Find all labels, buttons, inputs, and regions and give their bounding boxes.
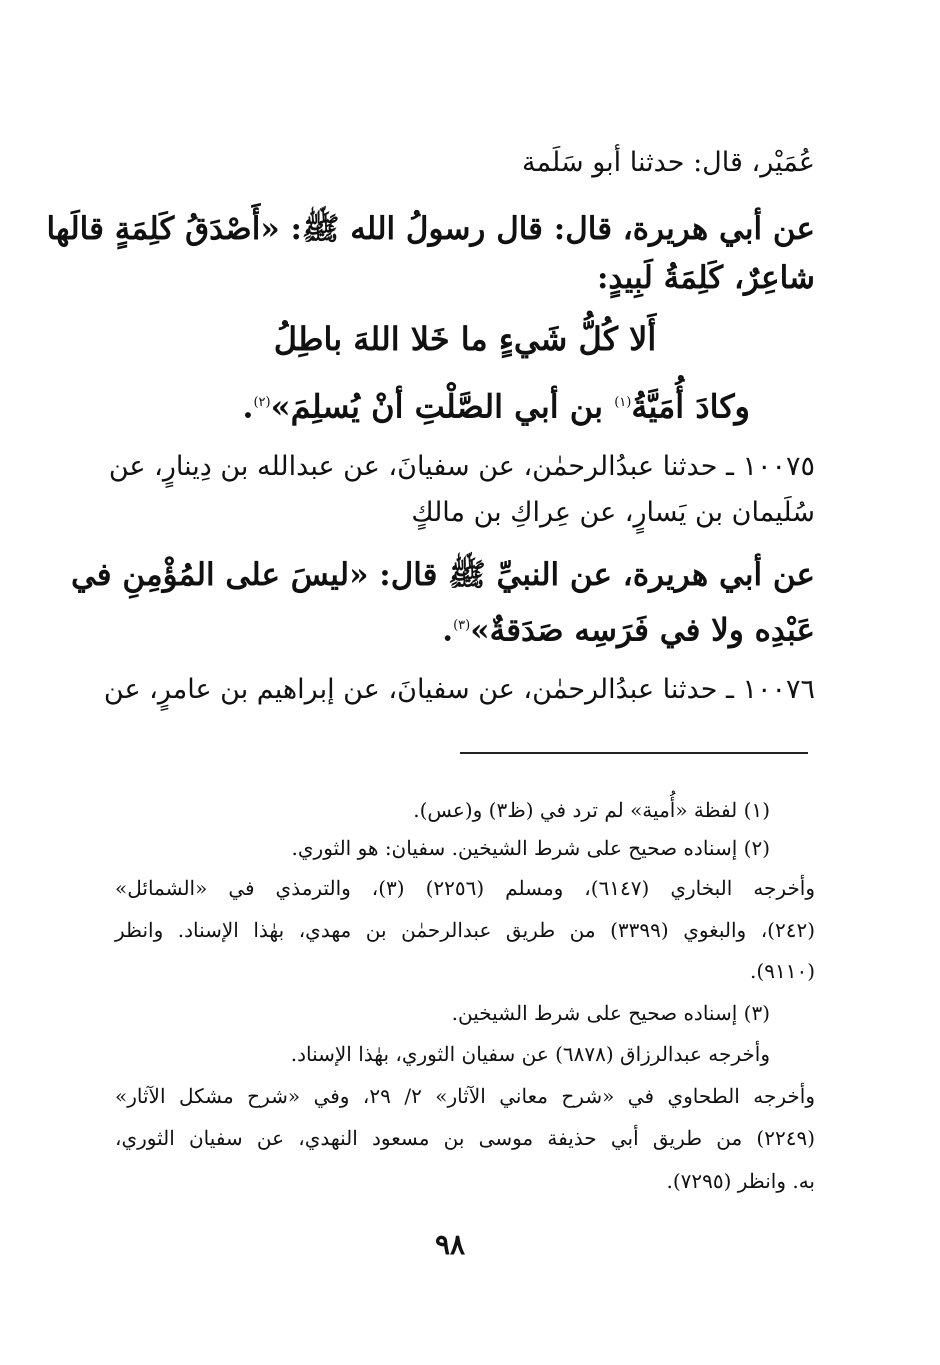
hadith-line-2: شاعِرٌ، كَلِمَةُ لَبِيدٍ:	[596, 260, 815, 296]
hadith-line-5-end: .	[442, 612, 454, 649]
footnote-1: (١) لفظة «أُمية» لم ترد في (ظ٣) و(عس).	[413, 798, 770, 822]
hadith-line-3-text-a: وكادَ أُمَيَّةُ	[631, 387, 750, 426]
footnote-3-line-4: (٢٢٤٩) من طريق أبي حذيفة موسى بن مسعود النهدي، عن سفيان الثوري،	[115, 1126, 815, 1150]
isnad-line-2: سُلَيمان بن يَسارٍ، عن عِراكِ بن مالكٍ	[411, 497, 815, 528]
hadith-line-4: عن أبي هريرة، عن النبيِّ ﷺ قال: «ليسَ على المُؤْمِنِ في	[70, 557, 815, 593]
hadith-line-3-end: .	[242, 387, 254, 426]
footnote-separator	[460, 752, 808, 754]
hadith-line-5-text: عَبْدِه ولا في فَرَسِه صَدَقةٌ»	[470, 612, 815, 649]
footnote-2-line-3: (٢٤٢)، والبغوي (٣٣٩٩) من طريق عبدالرحمٰن بن مهدي، بهٰذا الإسناد. وانظر	[115, 918, 815, 942]
hadith-line-3-text-b: بن أبي الصَّلْتِ أنْ يُسلِمَ»	[270, 387, 615, 426]
footnote-3-line-2: وأخرجه عبدالرزاق (٦٨٧٨) عن سفيان الثوري، بهٰذا الإسناد.	[290, 1042, 770, 1066]
footnote-ref-1: (١)	[614, 395, 632, 410]
footnote-2-line-2: وأخرجه البخاري (٦١٤٧)، ومسلم (٢٢٥٦) (٣)، والترمذي في «الشمائل»	[115, 876, 816, 900]
body-line-1: عُمَيْر، قال: حدثنا أبو سَلَمة	[521, 147, 815, 178]
footnote-3-line-3: وأخرجه الطحاوي في «شرح معاني الآثار» ٢/ ٢٩، وفي «شرح مشكل الآثار»	[115, 1084, 815, 1108]
hadith-line-1: عن أبي هريرة، قال: قال رسولُ الله ﷺ: «أَصْدَقُ كَلِمَةٍ قالَها	[46, 211, 815, 247]
poetry-verse: أَلا كُلُّ شَيءٍ ما خَلا اللهَ باطِلُ	[273, 320, 657, 358]
page-number: ٩٨	[434, 1228, 466, 1261]
footnote-ref-2: (٢)	[253, 395, 271, 410]
hadith-line-3	[190, 380, 750, 426]
isnad-line-1: ١٠٠٧٥ ـ حدثنا عبدُالرحمٰن، عن سفيانَ، عن عبدالله بن دِينارٍ، عن	[108, 451, 815, 482]
footnote-ref-3: (٣)	[453, 618, 471, 633]
footnote-3-line-5: به. وانظر (٧٢٩٥).	[666, 1169, 815, 1193]
footnote-3: (٣) إسناده صحيح على شرط الشيخين.	[451, 1001, 770, 1025]
footnote-2-line-4: (٩١١٠).	[750, 959, 815, 983]
hadith-line-5	[115, 604, 815, 648]
footnote-2: (٢) إسناده صحيح على شرط الشيخين. سفيان: هو الثوري.	[291, 836, 770, 860]
isnad-line-3: ١٠٠٧٦ ـ حدثنا عبدُالرحمٰن، عن سفيانَ، عن إبراهيم بن عامرٍ، عن	[103, 674, 815, 705]
